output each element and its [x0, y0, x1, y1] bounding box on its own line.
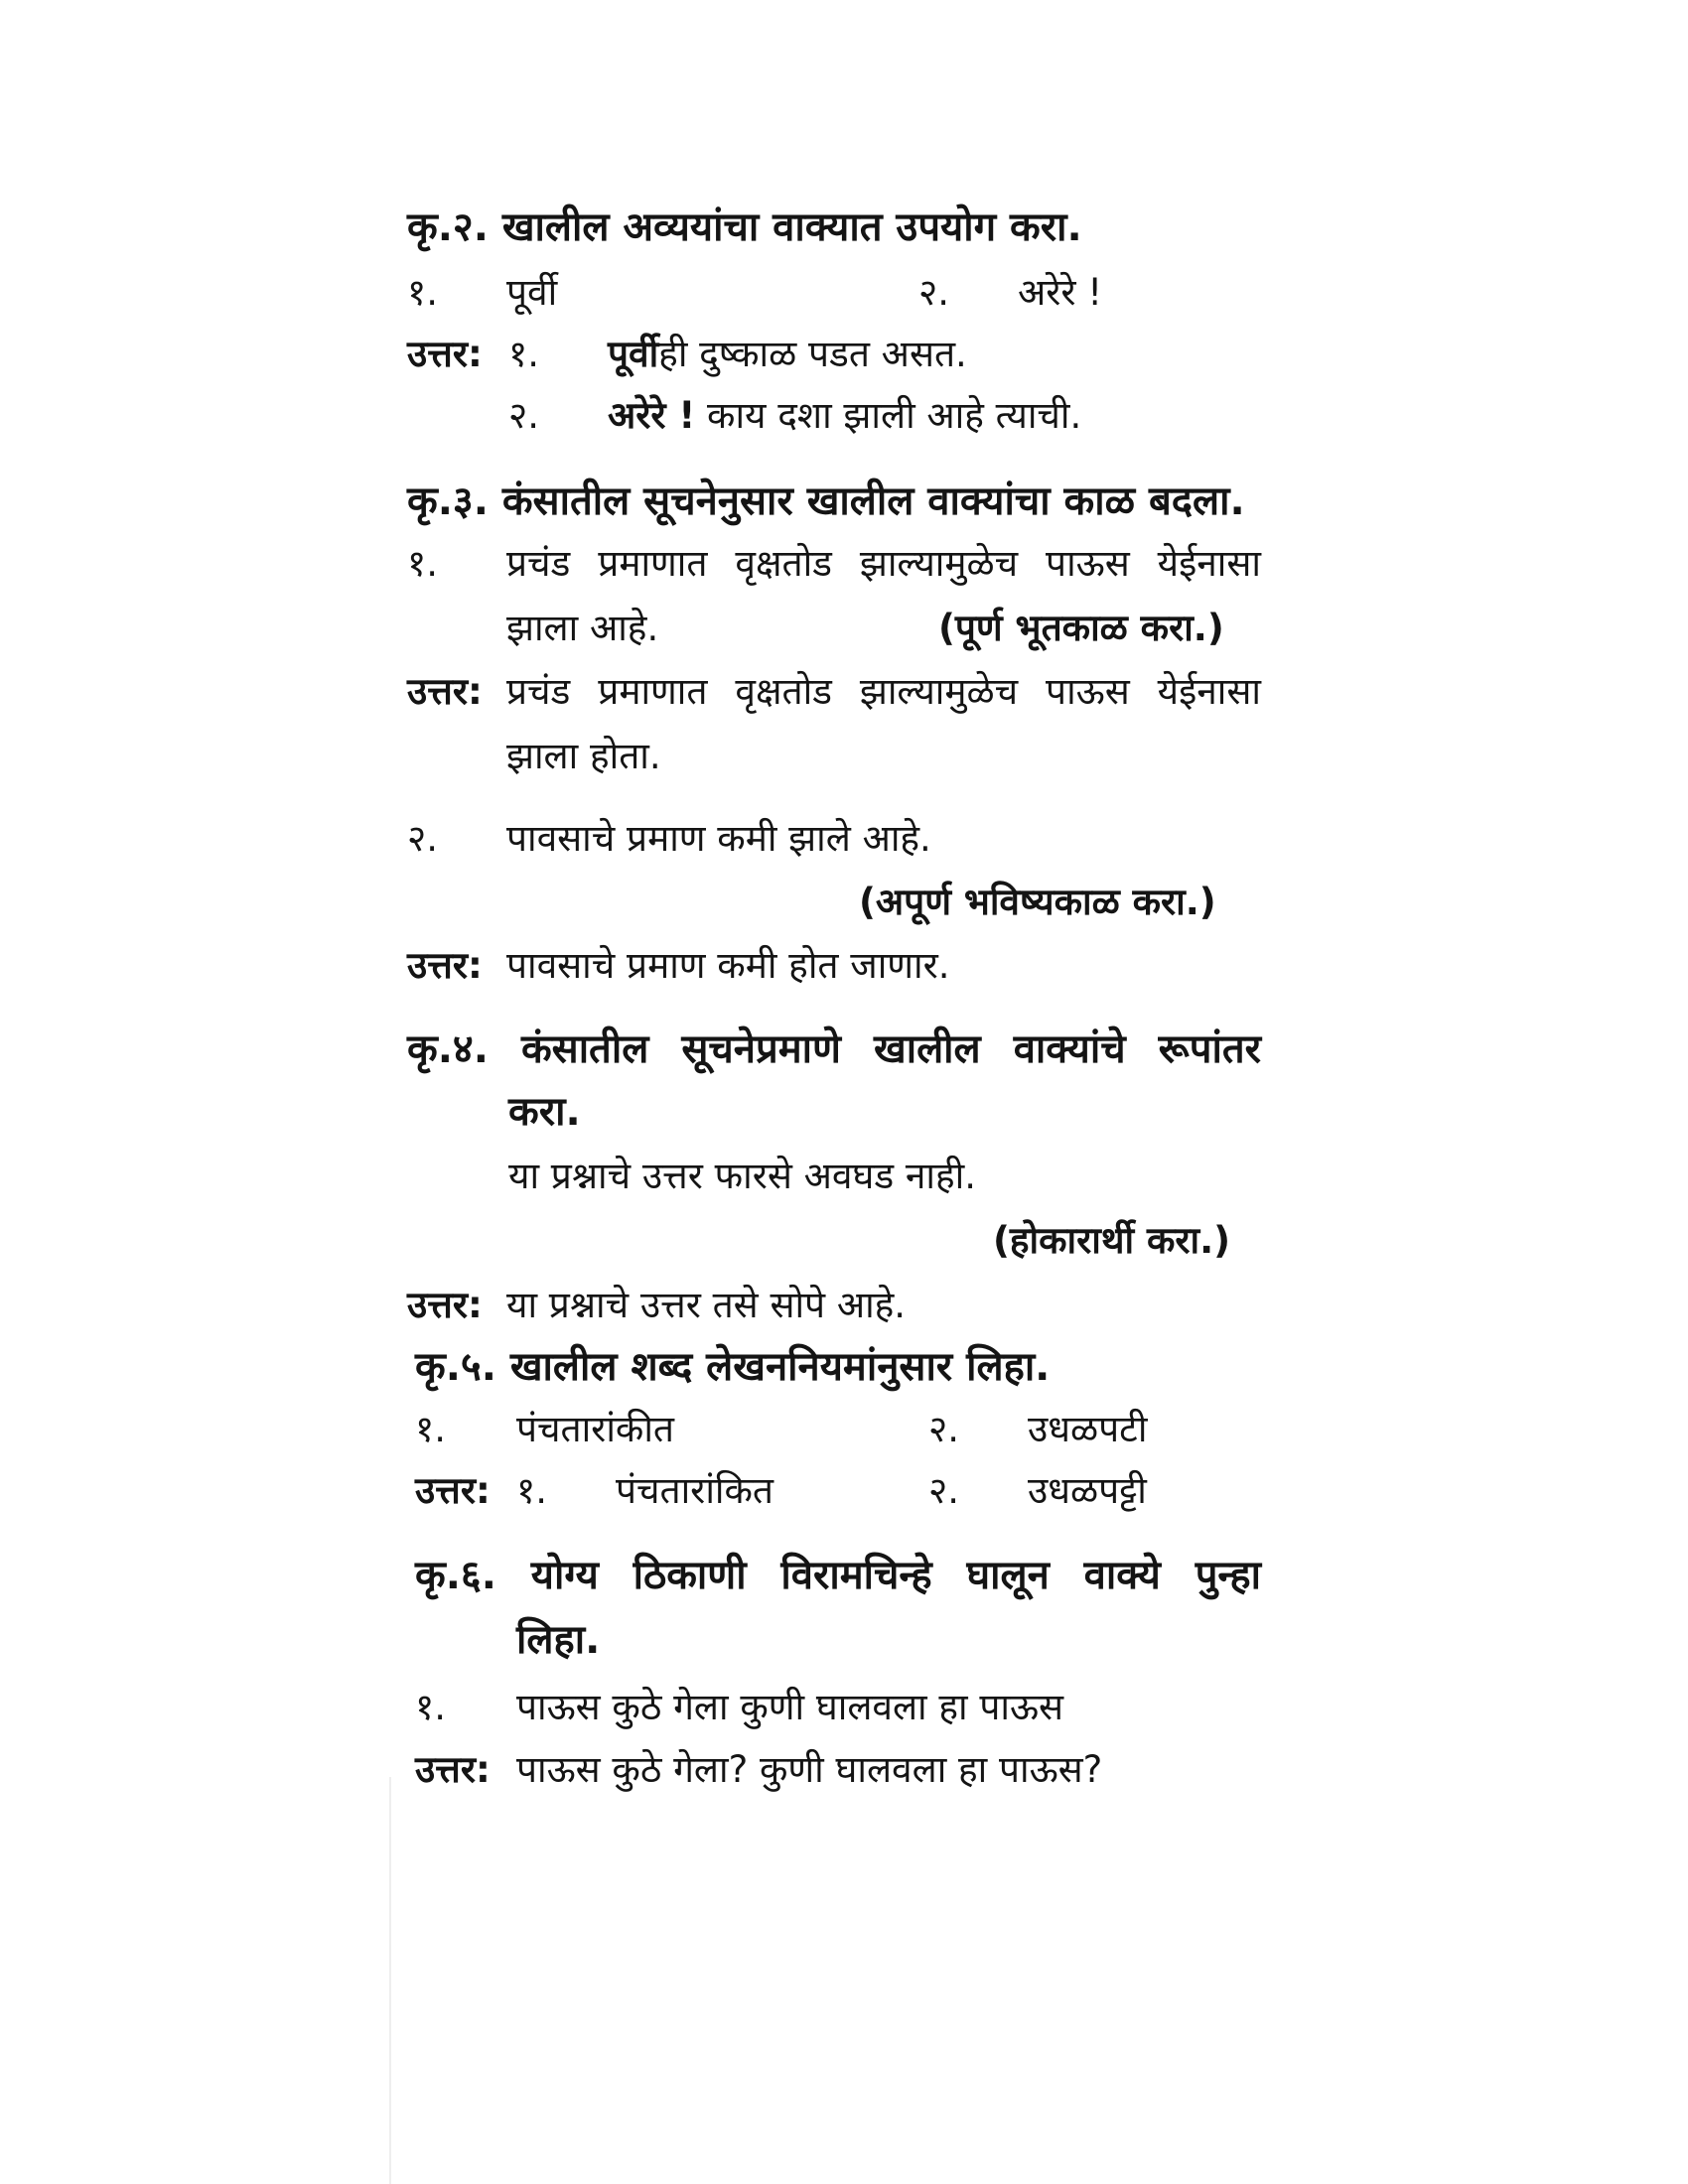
- word: विरामचिन्हे: [780, 1553, 932, 1598]
- word: वृक्षतोड: [735, 542, 832, 585]
- q4-answer-text: या प्रश्नाचे उत्तर तसे सोपे आहे.: [506, 1284, 907, 1326]
- q3-answer1-line1: [506, 667, 1261, 717]
- scan-edge-shadow: [389, 1777, 391, 2184]
- q6-answer-label: उत्तर:: [415, 1748, 491, 1791]
- q6-item1-number: १.: [415, 1686, 447, 1728]
- q5-item2-text: उधळपटी: [1028, 1408, 1148, 1450]
- q6-answer-text: पाऊस कुठे गेला? कुणी घालवला हा पाऊस?: [516, 1748, 1103, 1791]
- word: येईनासा: [1157, 542, 1261, 585]
- q3-answer-label: उत्तर:: [407, 670, 483, 713]
- q5-answer1-text: पंचतारांकित: [616, 1469, 774, 1512]
- q6-heading-line2: लिहा.: [516, 1617, 601, 1663]
- q2-heading: कृ.२. खालील अव्ययांचा वाक्यात उपयोग करा.: [407, 205, 1082, 250]
- word: प्रमाणात: [598, 542, 708, 585]
- q3-heading: कृ.३. कंसातील सूचनेनुसार खालील वाक्यांचा काळ बदला.: [407, 478, 1245, 524]
- word: वाक्यांचे: [1013, 1026, 1126, 1072]
- q5-answer-label: उत्तर:: [415, 1469, 491, 1512]
- q3-answer2-text: पावसाचे प्रमाण कमी होत जाणार.: [506, 944, 950, 987]
- q2-answer2-rest: काय दशा झाली आहे त्याची.: [695, 394, 1082, 437]
- word: वाक्ये: [1083, 1553, 1161, 1598]
- q3-item1-instruction: (पूर्ण भूतकाळ करा.): [938, 607, 1224, 649]
- word: झाल्यामुळेच: [859, 670, 1019, 713]
- q3-answer2-label: उत्तर:: [407, 944, 483, 987]
- word: ठिकाणी: [633, 1553, 747, 1598]
- q5-answer2-number: २.: [928, 1469, 960, 1512]
- word: वृक्षतोड: [735, 670, 832, 713]
- word: प्रचंड: [506, 670, 571, 713]
- word: प्रमाणात: [598, 670, 708, 713]
- word: कृ.६.: [415, 1553, 496, 1598]
- word: येईनासा: [1157, 670, 1261, 713]
- q3-item1-line2: झाला आहे.: [506, 607, 659, 649]
- word: पुन्हा: [1195, 1553, 1261, 1598]
- q4-instruction: (होकारार्थी करा.): [993, 1219, 1231, 1262]
- q2-answer1-rest: ही दुष्काळ पडत असत.: [658, 333, 967, 375]
- word: सूचनेप्रमाणे: [681, 1026, 841, 1072]
- word: घालून: [966, 1553, 1050, 1598]
- q6-item1-text: पाऊस कुठे गेला कुणी घालवला हा पाऊस: [516, 1686, 1064, 1728]
- q5-answer2-text: उधळपट्टी: [1028, 1469, 1147, 1512]
- q2-answer1-number: १.: [508, 333, 540, 375]
- word: झाल्यामुळेच: [859, 542, 1019, 585]
- q3-item1-line1: [506, 539, 1261, 589]
- q5-item1-text: पंचतारांकीत: [516, 1408, 674, 1450]
- word: कंसातील: [520, 1026, 649, 1072]
- q5-heading: कृ.५. खालील शब्द लेखननियमांनुसार लिहा.: [415, 1344, 1051, 1390]
- q2-answer2-number: २.: [508, 394, 540, 437]
- word: खालील: [873, 1026, 981, 1072]
- q2-item1-text: पूर्वी: [506, 271, 558, 314]
- q2-item2-number: २.: [918, 271, 950, 314]
- word: प्रचंड: [506, 542, 571, 585]
- q3-item2-text: पावसाचे प्रमाण कमी झाले आहे.: [506, 817, 931, 860]
- q5-answer1-number: १.: [516, 1469, 548, 1512]
- q5-item2-number: २.: [928, 1408, 960, 1450]
- word: पाऊस: [1046, 670, 1130, 713]
- q2-item1-number: १.: [407, 271, 439, 314]
- q3-answer1-line2: झाला होता.: [506, 735, 661, 777]
- word: योग्य: [530, 1553, 599, 1598]
- q3-item2-number: २.: [407, 817, 439, 860]
- q2-answer1: [608, 330, 967, 379]
- q4-heading-line2: करा.: [508, 1089, 581, 1135]
- q4-heading-line1: [407, 1024, 1261, 1074]
- q2-item2-text: अरेरे !: [1018, 271, 1103, 314]
- q5-item1-number: १.: [415, 1408, 447, 1450]
- q4-answer-label: उत्तर:: [407, 1284, 483, 1326]
- q3-item2-instruction: (अपूर्ण भविष्यकाळ करा.): [859, 881, 1216, 923]
- q3-item1-number: १.: [407, 542, 439, 585]
- q2-answer2: [608, 391, 1081, 441]
- q4-sentence: या प्रश्नाचे उत्तर फारसे अवघड नाही.: [508, 1155, 976, 1197]
- q2-answer-label: उत्तर:: [407, 333, 483, 375]
- q2-answer2-bold: अरेरे !: [608, 394, 696, 437]
- q2-answer1-bold: पूर्वी: [608, 333, 659, 375]
- q6-heading-line1: [415, 1551, 1261, 1600]
- word: पाऊस: [1046, 542, 1130, 585]
- word: कृ.४.: [407, 1026, 489, 1072]
- word: रूपांतर: [1158, 1026, 1261, 1072]
